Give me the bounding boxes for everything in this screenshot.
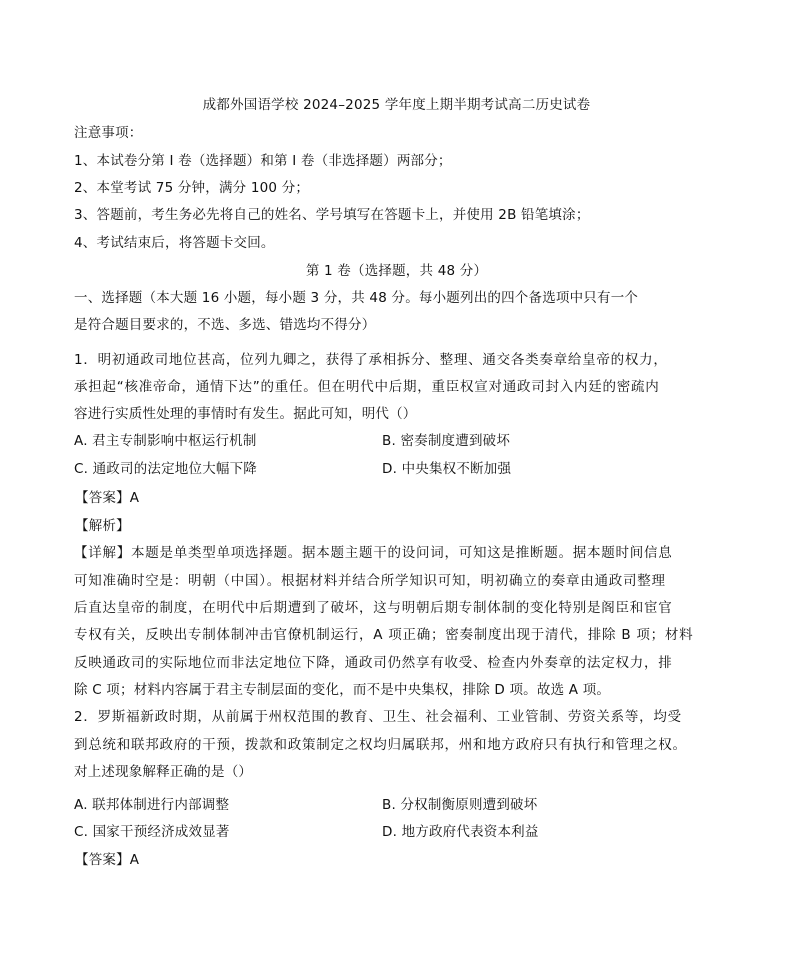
question-1-stem: 容进行实质性处理的事情时有发生。据此可知，明代（） xyxy=(74,406,417,422)
question-1-detail: 可知准确时空是：明朝（中国）。根据材料并结合所学知识可知，明初确立的奏章由通政司整理 xyxy=(74,573,666,589)
question-1-option-c: C. 通政司的法定地位大幅下降 xyxy=(74,461,258,477)
question-1-detail: 除 C 项；材料内容属于君主专制层面的变化，而不是中央集权，排除 D 项。故选 A 项。 xyxy=(74,682,611,698)
question-2-option-c: C. 国家干预经济成效显著 xyxy=(74,824,230,840)
section-instruction: 一、选择题（本大题 16 小题，每小题 3 分，共 48 分。每小题列出的四个备选项中只有一个 xyxy=(74,290,639,306)
question-1-answer: 【答案】A xyxy=(75,490,140,506)
question-1-stem: 承担起“核准帝命，通情下达”的重任。但在明代中后期，重臣权宣对通政司封入内廷的密疏内 xyxy=(74,379,660,395)
question-1-detail: 专权有关，反映出专制体制冲击官僚机制运行，A 项正确；密奏制度出现于清代，排除 B 项；材料 xyxy=(74,627,694,643)
question-2-stem: 2．罗斯福新政时期，从前属于州权范围的教育、卫生、社会福利、工业管制、劳资关系等，均受 xyxy=(74,709,682,725)
question-2-answer: 【答案】A xyxy=(75,852,140,868)
section-instruction: 是符合题目要求的，不选、多选、错选均不得分） xyxy=(74,317,376,333)
question-2-stem: 对上述现象解释正确的是（） xyxy=(74,764,253,780)
notice-item: 2、本堂考试 75 分钟，满分 100 分； xyxy=(74,180,310,196)
notice-heading: 注意事项： xyxy=(74,125,143,141)
question-2-option-d: D. 地方政府代表资本利益 xyxy=(382,824,539,840)
section-title: 第 1 卷（选择题，共 48 分） xyxy=(305,263,488,279)
question-2-option-b: B. 分权制衡原则遭到破坏 xyxy=(382,797,538,813)
question-1-detail: 后直达皇帝的制度，在明代中后期遭到了破坏，这与明朝后期专制体制的变化特别是阁臣和宦官 xyxy=(74,600,673,616)
question-1-detail: 【详解】本题是单类型单项选择题。据本题主题干的设问词，可知这是推断题。据本题时间信息 xyxy=(74,545,673,561)
question-1-detail: 反映通政司的实际地位而非法定地位下降，通政司仍然享有收受、检查内外奏章的法定权力，排 xyxy=(74,655,673,671)
notice-item: 3、答题前，考生务必先将自己的姓名、学号填写在答题卡上，并使用 2B 铅笔填涂； xyxy=(74,207,590,223)
question-1-option-d: D. 中央集权不断加强 xyxy=(382,461,512,477)
question-1-stem: 1．明初通政司地位甚高，位列九卿之，获得了承相拆分、整理、通交各类奏章给皇帝的权力， xyxy=(74,352,668,368)
question-2-option-a: A. 联邦体制进行内部调整 xyxy=(74,797,230,813)
question-2-stem: 到总统和联邦政府的干预，拨款和政策制定之权均归属联邦，州和地方政府只有执行和管理之权。 xyxy=(74,737,687,753)
notice-item: 4、考试结束后，将答题卡交回。 xyxy=(74,235,275,251)
question-1-option-a: A. 君主专制影响中枢运行机制 xyxy=(74,433,257,449)
document-title: 成都外国语学校 2024–2025 学年度上期半期考试高二历史试卷 xyxy=(202,97,591,113)
notice-item: 1、本试卷分第 I 卷（选择题）和第 I 卷（非选择题）两部分； xyxy=(74,153,452,169)
question-1-option-b: B. 密奏制度遭到破坏 xyxy=(382,433,511,449)
question-1-analysis-label: 【解析】 xyxy=(75,518,130,534)
